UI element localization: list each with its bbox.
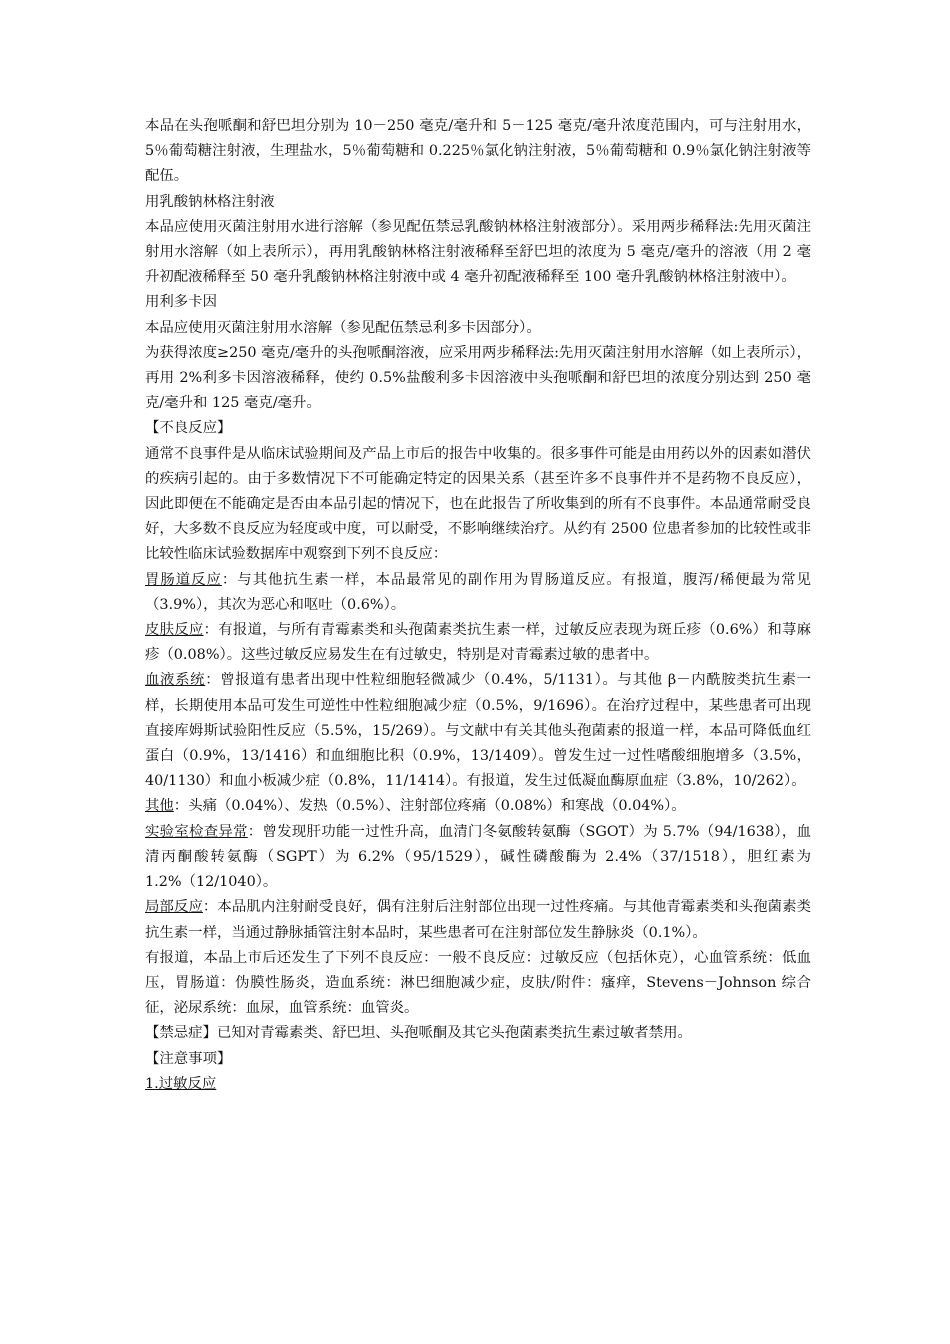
gi-reaction-paragraph bbox=[145, 568, 811, 618]
compatibility-paragraph: 本品在头孢哌酮和舒巴坦分别为 10－250 毫克/毫升和 5－125 毫克/毫升浓度范围内，可与注射用水，5％葡萄糖注射液，生理盐水，5％葡萄糖和 0.225％氯化钠注射液，5％葡萄糖和 0.9％氯化钠注射液等配伍。 bbox=[145, 118, 811, 185]
skin-reaction-paragraph bbox=[145, 618, 811, 668]
gi-reaction-text: ：与其他抗生素一样，本品最常见的副作用为胃肠道反应。有报道，腹泻/稀便最为常见（3.9%），其次为恶心和呕吐（0.6%）。 bbox=[145, 571, 811, 613]
other-text: ：头痛（0.04%）、发热（0.5%）、注射部位疼痛（0.08%）和寒战（0.04%）。 bbox=[173, 798, 686, 815]
local-reaction-text: ：本品肌内注射耐受良好，偶有注射后注射部位出现一过性疼痛。与其他青霉素类和头孢菌素类抗生素一样，当通过静脉插管注射本品时，某些患者可在注射部位发生静脉炎（0.1%）。 bbox=[145, 899, 811, 941]
local-reaction-label: 局部反应 bbox=[145, 899, 203, 916]
adverse-intro-paragraph: 通常不良事件是从临床试验期间及产品上市后的报告中收集的。很多事件可能是由用药以外的因素如潜伏的疾病引起的。由于多数情况下不可能确定特定的因果关系（甚至许多不良事件并不是药物不良反应），因此即便在不能确定是否由本品引起的情况下，也在此报告了所收集到的所有不良事件。本品通常耐受良好，大多数不良反应为轻度或中度，可以耐受，不影响继续治疗。从约有 2500 位患者参加的比较性或非比较性临床试验数据库中观察到下列不良反应： bbox=[145, 445, 811, 563]
contraindications-paragraph bbox=[145, 1021, 811, 1046]
lidocaine-heading: 用利多卡因 bbox=[145, 294, 217, 311]
allergy-subheading bbox=[145, 1072, 811, 1097]
skin-reaction-text: ：有报道，与所有青霉素类和头孢菌素类抗生素一样，过敏反应表现为斑丘疹（0.6%）和荨麻疹（0.08%）。这些过敏反应易发生在有过敏史，特别是对青霉素过敏的患者中。 bbox=[145, 622, 811, 664]
adverse-reactions-heading: 【不良反应】 bbox=[145, 420, 232, 437]
precautions-heading: 【注意事项】 bbox=[145, 1050, 232, 1067]
postmarket-paragraph: 有报道，本品上市后还发生了下列不良反应：一般不良反应：过敏反应（包括休克），心血管系统：低血压，胃肠道：伪膜性肠炎，造血系统：淋巴细胞减少症，皮肤/附件：瘙痒，Stevens－Johnson 综合征，泌尿系统：血尿，血管系统：血管炎。 bbox=[145, 949, 811, 1017]
other-paragraph bbox=[145, 794, 811, 819]
contraindications-heading: 【禁忌症】 bbox=[145, 1025, 217, 1042]
gi-reaction-label: 胃肠道反应 bbox=[145, 571, 222, 588]
allergy-subheading-text: 1.过敏反应 bbox=[145, 1075, 217, 1092]
blood-system-text: ：曾报道有患者出现中性粒细胞轻微减少（0.4%，5/1131）。与其他 β－内酰胺类抗生素一样，长期使用本品可发生可逆性中性粒细胞减少症（0.5%，9/1696）。在治疗过程中，某些患者可出现直接库姆斯试验阳性反应（5.5%，15/269）。与文献中有关其他头孢菌素的报道一样，本品可降低血红蛋白（0.9%，13/1416）和血细胞比积（0.9%，13/1409）。曾发生过一过性嗜酸细胞增多（3.5%，40/1130）和血小板减少症（0.8%，11/1414）。有报道，发生过低凝血酶原血症（3.8%，10/262）。 bbox=[145, 672, 811, 790]
lab-abnormal-paragraph bbox=[145, 820, 811, 896]
other-label: 其他 bbox=[145, 798, 174, 815]
ringer-paragraph: 本品应使用灭菌注射用水进行溶解（参见配伍禁忌乳酸钠林格注射液部分）。采用两步稀释法:先用灭菌注射用水溶解（如上表所示），再用乳酸钠林格注射液稀释至舒巴坦的浓度为 5 毫克/毫升的溶液（用 2 毫升初配液稀释至 50 毫升乳酸钠林格注射液中或 4 毫升初配液稀释至 100 毫升乳酸钠林格注射液中）。 bbox=[145, 218, 811, 286]
blood-system-paragraph bbox=[145, 668, 811, 794]
contraindications-text: 已知对青霉素类、舒巴坦、头孢哌酮及其它头孢菌素类抗生素过敏者禁用。 bbox=[216, 1025, 692, 1042]
blood-system-label: 血液系统 bbox=[145, 672, 206, 689]
lab-abnormal-label: 实验室检查异常 bbox=[145, 823, 248, 840]
lab-abnormal-text: ：曾发现肝功能一过性升高，血清门冬氨酸转氨酶（SGOT）为 5.7%（94/1638），血清丙酮酸转氨酶（SGPT）为 6.2%（95/1529），碱性磷酸酶为 2.4%（37/1518），胆红素为 1.2%（12/1040）。 bbox=[145, 823, 811, 891]
local-reaction-paragraph bbox=[145, 895, 811, 945]
document-page bbox=[145, 114, 811, 1097]
ringer-heading: 用乳酸钠林格注射液 bbox=[145, 193, 275, 210]
lidocaine-paragraph-1: 本品应使用灭菌注射用水溶解（参见配伍禁忌利多卡因部分）。 bbox=[145, 319, 541, 336]
lidocaine-paragraph-2: 为获得浓度≥250 毫克/毫升的头孢哌酮溶液，应采用两步稀释法:先用灭菌注射用水溶解（如上表所示），再用 2%利多卡因溶液稀释，使约 0.5%盐酸利多卡因溶液中头孢哌酮和舒巴坦的浓度分别达到 250 毫克/毫升和 125 毫克/毫升。 bbox=[145, 344, 811, 412]
skin-reaction-label: 皮肤反应 bbox=[145, 622, 204, 639]
